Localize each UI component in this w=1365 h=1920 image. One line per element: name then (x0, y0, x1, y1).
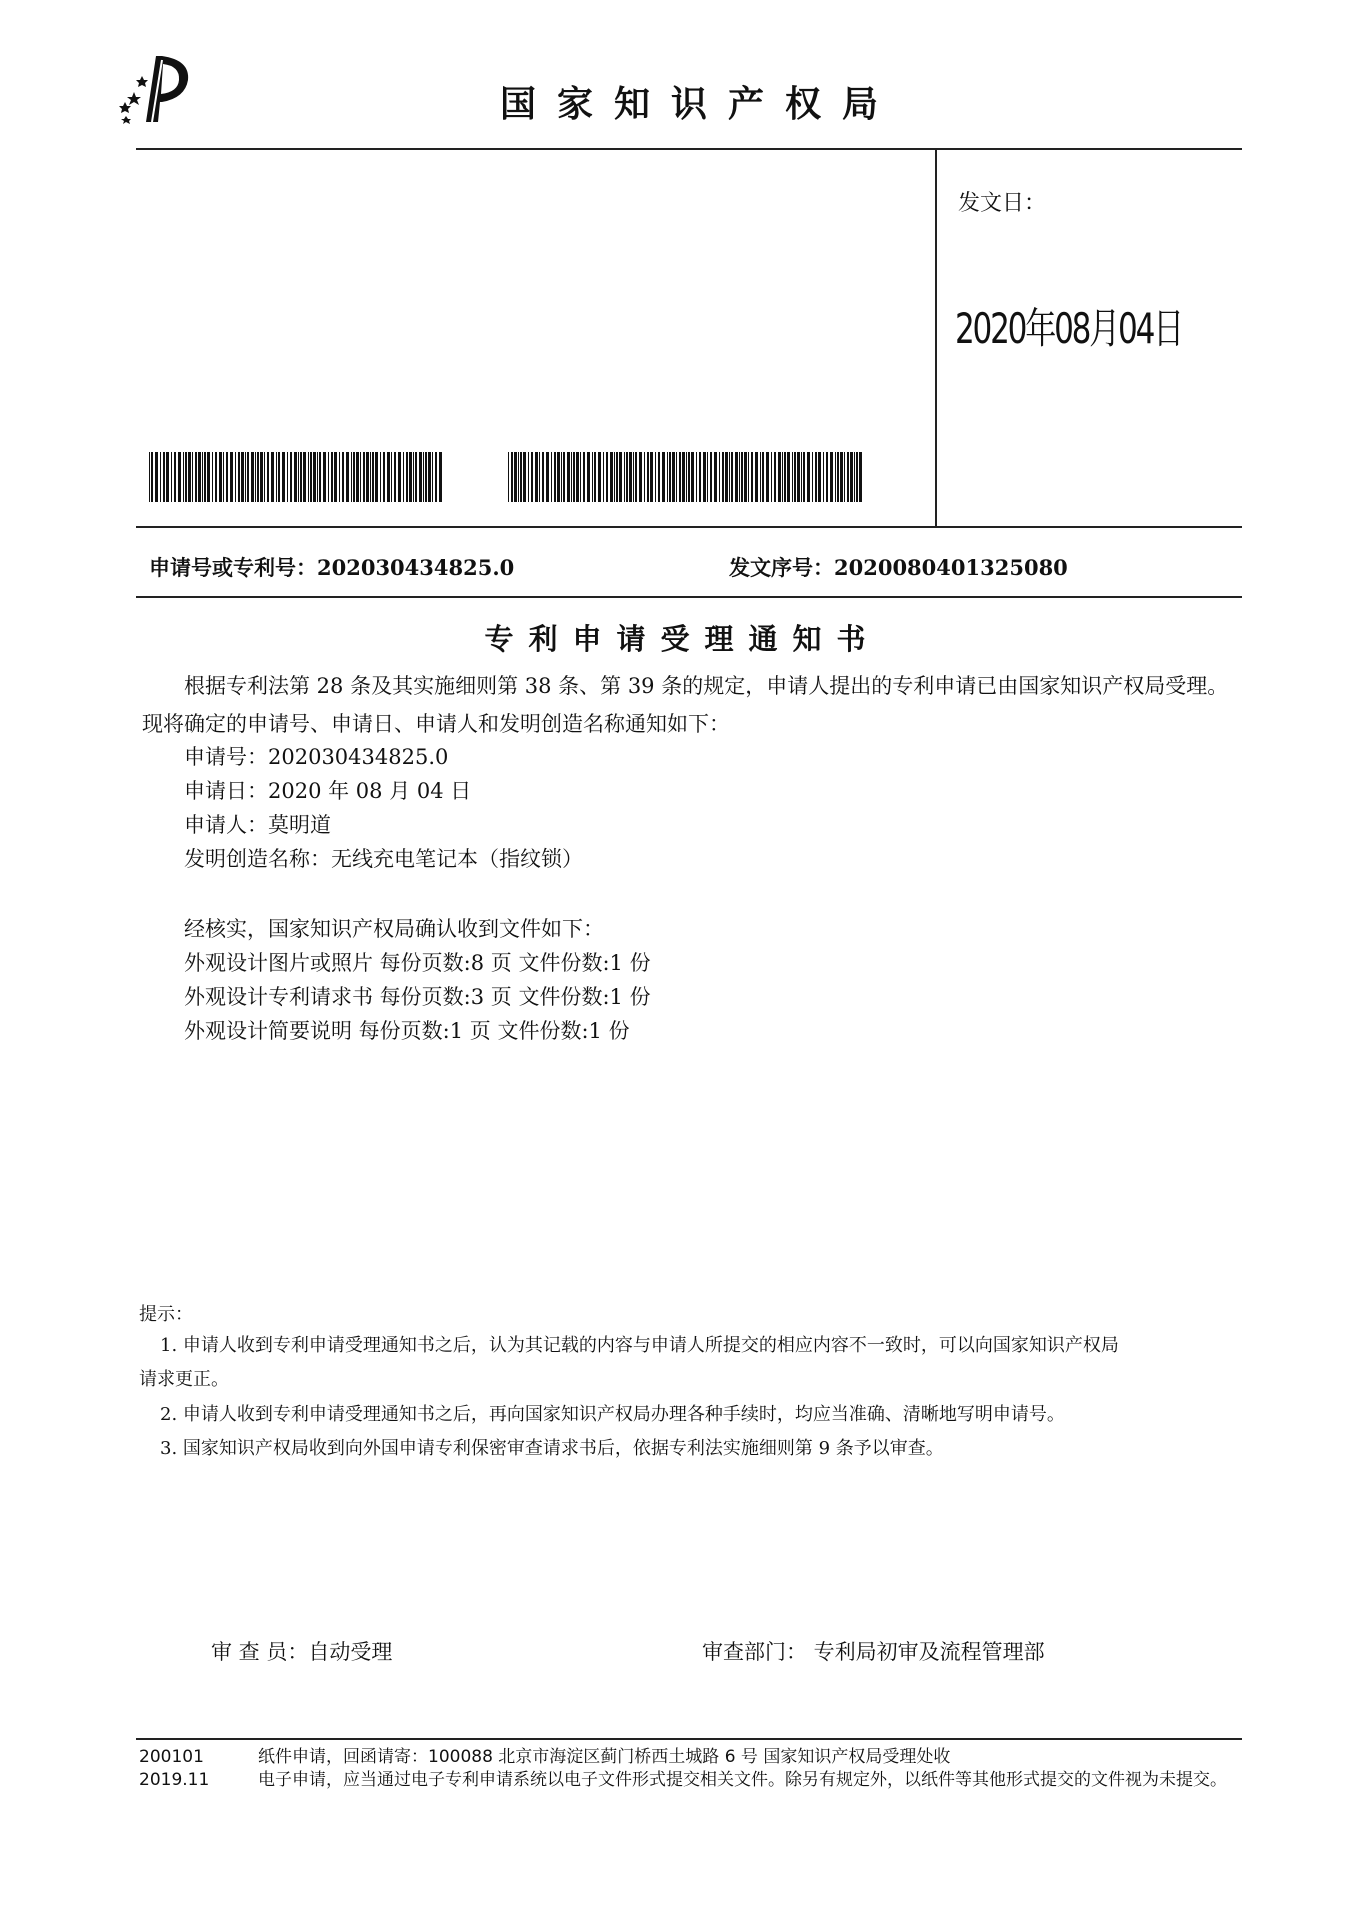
barcode-bar (310, 452, 312, 502)
barcode-bar (387, 452, 390, 502)
barcode-bar (784, 452, 786, 502)
barcode-bar (699, 452, 701, 502)
barcode-bar (511, 452, 513, 502)
barcode-bar (238, 452, 240, 502)
barcode-bar (551, 452, 552, 502)
barcode-bar (363, 452, 365, 502)
barcode-bar (792, 452, 793, 502)
barcode-bar (850, 452, 853, 502)
barcode-bar (703, 452, 706, 502)
file-entry: 外观设计专利请求书 每份页数:3 页 文件份数:1 份 (184, 985, 651, 1009)
barcode-bar (557, 452, 560, 502)
note-1 (139, 1329, 1250, 1397)
barcode-bar (762, 452, 764, 502)
barcode-bar (298, 452, 299, 502)
cnipa-logo-icon (112, 52, 218, 126)
barcode-bar (317, 452, 318, 502)
examining-department: 审查部门： 专利局初审及流程管理部 (702, 1640, 1045, 1664)
barcode-bar (290, 452, 292, 502)
barcode-bar (662, 452, 665, 502)
detail-app-date: 申请日：2020 年 08 月 04 日 (184, 779, 472, 803)
barcode-bar (360, 452, 361, 502)
barcode-bar (647, 452, 649, 502)
barcode-bar (751, 452, 753, 502)
footer-rule (136, 1738, 1242, 1740)
barcode-bar (567, 452, 570, 502)
barcode-bar (178, 452, 181, 502)
barcode-right (508, 452, 864, 502)
barcode-bar (278, 452, 280, 502)
barcode-bar (413, 452, 414, 502)
barcode-bar (739, 452, 740, 502)
barcode-bar (859, 452, 862, 502)
barcode-bar (676, 452, 677, 502)
barcode-bar (514, 452, 517, 502)
barcode-bar (741, 452, 743, 502)
barcode-bar (598, 452, 601, 502)
barcode-bar (267, 452, 269, 502)
notes-heading: 提示： (139, 1304, 193, 1325)
document-title: 专利申请受理通知书 (484, 622, 881, 656)
barcode-bar (686, 452, 687, 502)
barcode-bar (375, 452, 378, 502)
barcode-bar (204, 452, 206, 502)
barcode-bar (787, 452, 790, 502)
barcode-bar (406, 452, 408, 502)
barcode-bar (319, 452, 321, 502)
barcode-bar (380, 452, 381, 502)
application-details (184, 740, 583, 876)
barcode-bar (691, 452, 694, 502)
barcode-bar (160, 452, 161, 502)
barcode-bar (339, 452, 340, 502)
barcode-bar (428, 452, 431, 502)
barcode-bar (188, 452, 191, 502)
barcode-bar (778, 452, 781, 502)
note-3: 3. 国家知识产权局收到向外国申请专利保密审查请求书后，依据专利法实施细则第 9 条予以审查。 (160, 1438, 944, 1459)
barcode-bar (215, 452, 217, 502)
barcode-bar (710, 452, 712, 502)
barcode-bar (714, 452, 717, 502)
detail-invention-name: 发明创造名称：无线充电笔记本（指纹锁） (184, 847, 583, 871)
barcode-bar (508, 452, 509, 502)
barcode-bar (531, 452, 533, 502)
barcode-bar (264, 452, 265, 502)
barcode-bar (818, 452, 821, 502)
barcode-bar (415, 452, 417, 502)
barcode-bar (571, 452, 572, 502)
barcode-bar (328, 452, 329, 502)
barcode-bar (223, 452, 224, 502)
form-version: 2019.11 (139, 1770, 210, 1790)
barcode-bar (688, 452, 690, 502)
barcode-bar (669, 452, 671, 502)
barcode-bar (192, 452, 193, 502)
barcode-bar (391, 452, 392, 502)
header-divider (935, 148, 937, 526)
intro-paragraph: 根据专利法第 28 条及其实施细则第 38 条、第 39 条的规定，申请人提出的专利申请已由国家知识产权局受理。现将确定的申请号、申请日、申请人和发明创造名称通知如下： (142, 674, 1229, 736)
barcode-bar (308, 452, 309, 502)
barcode-bar (212, 452, 213, 502)
barcode-bar (619, 452, 622, 502)
barcode-bar (735, 452, 738, 502)
barcode-bar (219, 452, 222, 502)
barcode-bar (635, 452, 637, 502)
barcode-bar (594, 452, 596, 502)
barcode-bar (245, 452, 246, 502)
barcode-bar (247, 452, 249, 502)
barcode-bar (151, 452, 153, 502)
barcode-bar (725, 452, 728, 502)
issue-date-label: 发文日： (958, 191, 1047, 216)
barcode-bar (439, 452, 442, 502)
barcode-bar (423, 452, 424, 502)
barcode-bar (748, 452, 749, 502)
barcode-bar (610, 452, 613, 502)
barcode-bar (334, 452, 337, 502)
barcode-bar (606, 452, 608, 502)
barcode-bar (580, 452, 581, 502)
barcode-bar (672, 452, 675, 502)
barcode-bar (614, 452, 615, 502)
barcode-bar (731, 452, 733, 502)
file-entry: 外观设计图片或照片 每份页数:8 页 文件份数:1 份 (184, 951, 651, 975)
barcode-bar (346, 452, 349, 502)
barcode-bar (163, 452, 165, 502)
barcode-left (149, 452, 444, 502)
barcode-bar (276, 452, 277, 502)
barcode-bar (520, 452, 522, 502)
barcode-bar (655, 452, 656, 502)
barcode-bar (518, 452, 519, 502)
barcode-bar (603, 452, 604, 502)
electronic-filing-note: 电子申请，应当通过电子专利申请系统以电子文件形式提交相关文件。除另有规定外，以纸件等其他形式提交的文件视为未提交。 (258, 1770, 1227, 1790)
barcode-bar (837, 452, 839, 502)
barcode-bar (797, 452, 800, 502)
barcode-bar (183, 452, 184, 502)
barcode-bar (729, 452, 730, 502)
barcode-bar (592, 452, 593, 502)
barcode-bar (722, 452, 724, 502)
barcode-bar (823, 452, 824, 502)
barcode-bar (419, 452, 422, 502)
barcode-bar (856, 452, 858, 502)
barcode-bar (287, 452, 288, 502)
barcode-bar (241, 452, 244, 502)
barcode-bar (226, 452, 228, 502)
barcode-bar (587, 452, 590, 502)
barcode-bar (667, 452, 668, 502)
serial-number-value: 2020080401325080 (834, 555, 1068, 580)
barcode-bar (563, 452, 565, 502)
examiner: 审 查 员：自动受理 (211, 1640, 393, 1664)
barcode-bar (251, 452, 254, 502)
barcode-bar (744, 452, 747, 502)
barcode-bar (294, 452, 297, 502)
barcode-bar (323, 452, 326, 502)
barcode-bar (394, 452, 396, 502)
barcode-bar (658, 452, 660, 502)
barcode-bar (366, 452, 369, 502)
note-2: 2. 申请人收到专利申请受理通知书之后，再向国家知识产权局办理各种手续时，均应当准确、清晰地写明申请号。 (160, 1404, 1065, 1425)
barcode-bar (835, 452, 836, 502)
barcode-bar (171, 452, 172, 502)
barcode-bar (535, 452, 538, 502)
barcode-bar (342, 452, 344, 502)
issue-date-value: 2020年08月04日 (955, 304, 1183, 353)
barcode-bar (583, 452, 585, 502)
barcode-bar (815, 452, 817, 502)
barcode-bar (830, 452, 833, 502)
barcode-bar (766, 452, 769, 502)
barcode-bar (771, 452, 772, 502)
application-number-value: 202030434825.0 (317, 555, 515, 580)
barcode-bar (432, 452, 433, 502)
barcode-bar (370, 452, 371, 502)
barcode-bar (257, 452, 259, 502)
barcode-bar (185, 452, 187, 502)
barcode-bar (801, 452, 802, 502)
barcode-bar (682, 452, 685, 502)
detail-app-number: 申请号：202030434825.0 (184, 745, 449, 769)
barcode-bar (644, 452, 645, 502)
serial-number-label: 发文序号： (729, 555, 834, 580)
barcode-bar (403, 452, 404, 502)
barcode-bar (207, 452, 210, 502)
barcode-bar (794, 452, 796, 502)
serial-number-line (729, 552, 1068, 582)
received-files-intro: 经核实，国家知识产权局确认收到文件如下： (184, 917, 604, 941)
barcode-bar (353, 452, 355, 502)
barcode-bar (576, 452, 579, 502)
barcode-bar (155, 452, 158, 502)
note-1-continuation: 请求更正。 (139, 1369, 229, 1390)
barcode-bar (230, 452, 233, 502)
barcode-bar (409, 452, 412, 502)
barcode-bar (719, 452, 720, 502)
barcode-bar (539, 452, 540, 502)
barcode-bar (398, 452, 401, 502)
barcode-bar (174, 452, 176, 502)
barcode-bar (303, 452, 306, 502)
barcode-bar (650, 452, 653, 502)
barcode-bar (198, 452, 201, 502)
barcode-bar (847, 452, 849, 502)
application-number-line (149, 552, 514, 582)
barcode-bar (149, 452, 150, 502)
barcode-bar (271, 452, 274, 502)
barcode-bar (383, 452, 385, 502)
barcode-bar (616, 452, 618, 502)
barcode-bar (840, 452, 843, 502)
received-files (184, 912, 651, 1048)
barcode-bar (554, 452, 556, 502)
barcode-bar (542, 452, 544, 502)
barcode-bar (255, 452, 256, 502)
barcode-bar (202, 452, 203, 502)
paper-filing-note: 纸件申请，回函请寄：100088 北京市海淀区蓟门桥西土城路 6 号 国家知识产权局受理处收 (258, 1747, 951, 1767)
barcode-bar (760, 452, 761, 502)
barcode-bar (803, 452, 805, 502)
barcode-bar (679, 452, 681, 502)
barcode-bar (300, 452, 302, 502)
barcode-bar (561, 452, 562, 502)
barcode-bar (523, 452, 526, 502)
application-number-label: 申请号或专利号： (149, 555, 317, 580)
barcode-bar (639, 452, 642, 502)
barcode-bar (356, 452, 359, 502)
barcode-bar (351, 452, 352, 502)
barcode-bar (166, 452, 169, 502)
form-code: 200101 (139, 1747, 204, 1767)
barcode-bar (235, 452, 236, 502)
agency-name: 国家知识产权局 (500, 84, 900, 125)
barcode-bar (624, 452, 625, 502)
barcode-bar (782, 452, 783, 502)
barcode-bar (425, 452, 427, 502)
barcode-bar (755, 452, 758, 502)
barcode-bar (546, 452, 549, 502)
detail-applicant: 申请人：莫明道 (184, 813, 331, 837)
barcode-bar (626, 452, 628, 502)
barcode-bar (826, 452, 828, 502)
header-top-rule (136, 148, 1242, 150)
barcode-bar (812, 452, 813, 502)
barcode-bar (331, 452, 333, 502)
barcode-bar (844, 452, 845, 502)
barcode-bar (696, 452, 697, 502)
barcode-bar (573, 452, 575, 502)
barcode-bar (707, 452, 708, 502)
barcode-bar (774, 452, 776, 502)
barcode-bar (282, 452, 285, 502)
barcode-bar (528, 452, 529, 502)
header-bottom-rule (136, 526, 1242, 528)
file-entry: 外观设计简要说明 每份页数:1 页 文件份数:1 份 (184, 1019, 630, 1043)
barcode-bar (807, 452, 810, 502)
meta-rule (136, 596, 1242, 598)
barcode-bar (260, 452, 263, 502)
barcode-bar (313, 452, 316, 502)
barcode-bar (633, 452, 634, 502)
barcode-bar (195, 452, 197, 502)
barcode-bar (629, 452, 632, 502)
barcode-bar (435, 452, 437, 502)
barcode-bar (854, 452, 855, 502)
barcode-bar (372, 452, 374, 502)
note-1-text: 1. 申请人收到专利申请受理通知书之后，认为其记载的内容与申请人所提交的相应内容不一致时，可以向国家知识产权局 (160, 1335, 1119, 1356)
